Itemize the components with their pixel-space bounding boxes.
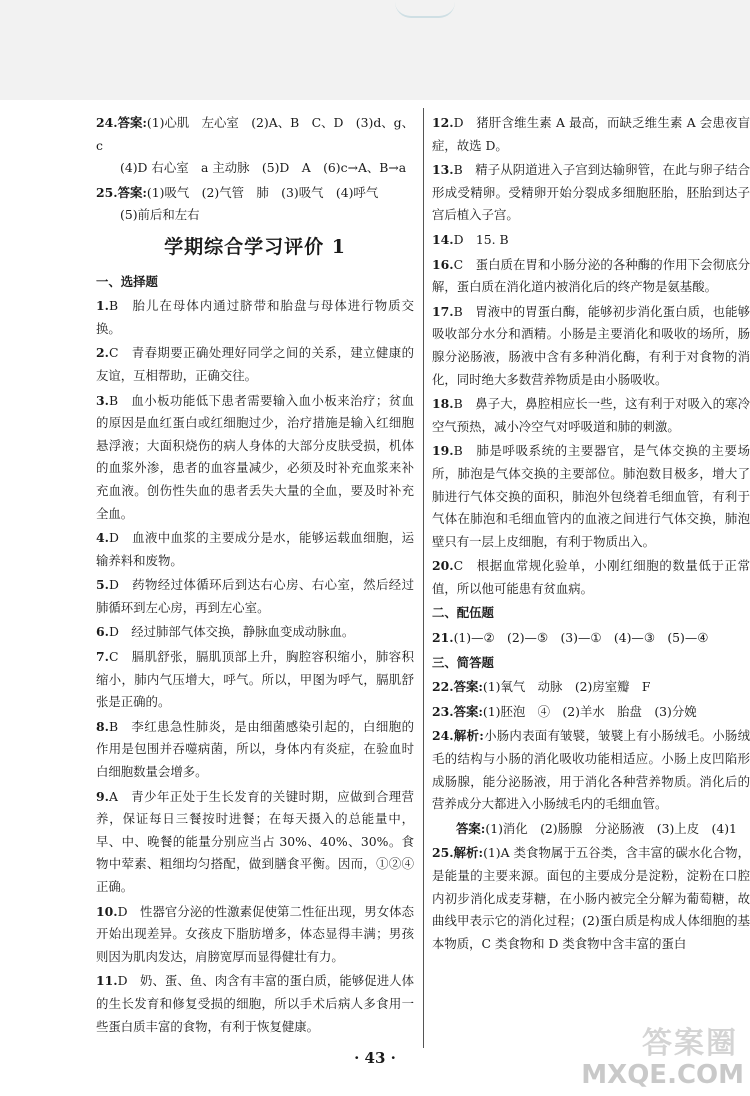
item-number: 23. bbox=[432, 703, 454, 719]
answer-item bbox=[96, 901, 414, 969]
answer-item bbox=[96, 646, 414, 714]
item-number: 21. bbox=[432, 630, 454, 646]
answer-text-cont: (4)D 右心室 a 主动脉 (5)D A (6)c→A、B→a bbox=[120, 160, 407, 176]
answer-label: 答案: bbox=[453, 703, 483, 719]
answer-22 bbox=[432, 676, 750, 699]
answer-text: C 膈肌舒张，膈肌顶部上升，胸腔容积缩小，肺容积缩小，肺内气压增大，呼气。所以，甲图为呼气，膈肌舒张是正确的。 bbox=[96, 649, 414, 710]
item-number: 20. bbox=[432, 558, 454, 574]
item-number: 4. bbox=[96, 530, 109, 546]
answer-label: 答案: bbox=[453, 679, 483, 695]
answer-item bbox=[432, 393, 750, 438]
answer-text: C 青春期要正确处理好同学之间的关系，建立健康的友谊，互相帮助，正确交往。 bbox=[96, 345, 414, 383]
item-number: 7. bbox=[96, 649, 109, 665]
answer-item bbox=[96, 786, 414, 899]
section-heading-short: 三、简答题 bbox=[432, 654, 494, 670]
item-number: 25. bbox=[432, 845, 454, 861]
answer-item bbox=[96, 342, 414, 387]
watermark-logo: 答案圈 bbox=[642, 1026, 738, 1061]
answer-24-short bbox=[432, 818, 750, 841]
answer-label: 答案: bbox=[117, 115, 147, 130]
answer-item bbox=[432, 301, 750, 391]
item-number: 22. bbox=[432, 679, 454, 695]
item-number: 24. bbox=[432, 728, 454, 744]
answer-text: D 奶、蛋、鱼、肉含有丰富的蛋白质，能够促进人体的生长发育和修复受损的细胞，所以手术后病人多食用一些蛋白质丰富的食物，有利于恢复健康。 bbox=[96, 973, 414, 1034]
item-number: 24. bbox=[96, 115, 118, 130]
answer-item bbox=[432, 229, 750, 252]
item-number: 9. bbox=[96, 788, 109, 804]
answer-item bbox=[432, 440, 750, 553]
item-number: 12. bbox=[432, 115, 454, 130]
analysis-label: 解析: bbox=[453, 845, 484, 861]
watermark-url: MXQE.COM bbox=[581, 1060, 744, 1090]
answer-text: B 肺是呼吸系统的主要器官，是气体交换的主要场所，肺泡是气体交换的主要部位。肺泡数目极多，增大了肺进行气体交换的面积，肺泡外包绕着毛细血管，有利于气体在肺泡和毛细血管内的血液之间进行气体交换，肺泡壁只有一层上皮细胞，有利于物质出入。 bbox=[432, 443, 750, 549]
answer-item bbox=[96, 527, 414, 572]
answer-text: (1)胚泡 ④ (2)羊水 胎盘 (3)分娩 bbox=[482, 703, 697, 719]
answer-item bbox=[432, 112, 750, 157]
answer-text-cont: (5)前后和左右 bbox=[120, 207, 200, 223]
item-number: 13. bbox=[432, 162, 454, 178]
analysis-text: 小肠内表面有皱襞，皱襞上有小肠绒毛。小肠绒毛的结构与小肠的消化吸收功能相适应。小肠上皮凹陷形成肠腺，能分泌肠液，用于消化各种营养物质。消化后的营养成分大都进入小肠绒毛内的毛细血管。 bbox=[432, 728, 750, 812]
scan-mark bbox=[395, 2, 455, 18]
answer-text: B 李红患急性肺炎，是由细菌感染引起的，白细胞的作用是包围并吞噬病菌，所以，身体内有炎症，在验血时白细胞数量会增多。 bbox=[96, 718, 414, 780]
item-number: 1. bbox=[96, 298, 109, 314]
section-title: 学期综合学习评价 1 bbox=[164, 235, 346, 258]
answer-text: B 胎儿在母体内通过脐带和胎盘与母体进行物质交换。 bbox=[96, 298, 414, 336]
answer-text: D 药物经过体循环后到达右心房、右心室，然后经过肺循环到左心房，再到左心室。 bbox=[96, 577, 414, 615]
answer-text: C 蛋白质在胃和小肠分泌的各种酶的作用下会彻底分解，蛋白质在消化道内被消化后的终产物是氨基酸。 bbox=[432, 256, 750, 295]
answer-24 bbox=[96, 112, 414, 180]
answer-text: B 精子从阴道进入子宫到达输卵管，在此与卵子结合形成受精卵。受精卵开始分裂成多细胞胚胎，胚胎到达子宫后植入子宫。 bbox=[432, 162, 750, 223]
item-number: 14. bbox=[432, 231, 454, 247]
right-column bbox=[432, 112, 750, 957]
answer-text: C 根据血常规化验单，小刚红细胞的数量低于正常值，所以他可能患有贫血病。 bbox=[432, 558, 750, 596]
item-number: 8. bbox=[96, 718, 109, 734]
item-number: 11. bbox=[96, 973, 118, 989]
left-column bbox=[96, 112, 414, 1040]
answer-text: (1)吸气 (2)气管 肺 (3)吸气 (4)呼气 bbox=[146, 184, 379, 200]
answer-item bbox=[96, 390, 414, 526]
analysis-label: 解析: bbox=[453, 728, 484, 744]
section-heading-matching: 二、配伍题 bbox=[432, 605, 494, 621]
item-number: 6. bbox=[96, 624, 109, 640]
item-number: 16. bbox=[432, 256, 454, 272]
item-number: 5. bbox=[96, 577, 109, 593]
section-heading-choice: 一、选择题 bbox=[96, 273, 158, 289]
answer-item bbox=[96, 970, 414, 1038]
header-band bbox=[0, 0, 750, 100]
item-number: 25. bbox=[96, 184, 118, 200]
answer-text: (1)心肌 左心室 (2)A、B C、D (3)d、g、c bbox=[96, 115, 414, 153]
answer-21 bbox=[432, 627, 750, 650]
answer-text: B 鼻子大，鼻腔相应长一些，这有利于对吸入的寒冷空气预热，减小冷空气对呼吸道和肺的刺激。 bbox=[432, 396, 750, 434]
item-number: 18. bbox=[432, 396, 454, 412]
answer-item bbox=[432, 254, 750, 299]
answer-text: D 15. B bbox=[453, 231, 509, 247]
analysis-text: (1)A 类食物属于五谷类，含丰富的碳水化合物，是能量的主要来源。面包的主要成分是淀粉，淀粉在口腔内初步消化成麦芽糖，在小肠内被完全分解为葡萄糖，故曲线甲表示它的消化过程；(2)蛋白质是构成人体细胞的基本物质，C 类食物和 D 类食物中含丰富的蛋白 bbox=[432, 845, 750, 951]
answer-text: D 性器官分泌的性激素促使第二性征出现，男女体态开始出现差异。女孩皮下脂肪增多，体态显得丰满；男孩则因为肌肉发达，肩膀宽厚而显得健壮有力。 bbox=[96, 903, 414, 964]
item-number: 17. bbox=[432, 303, 454, 319]
answer-item bbox=[96, 621, 414, 644]
item-number: 19. bbox=[432, 443, 454, 459]
item-number: 10. bbox=[96, 903, 118, 919]
answer-text: B 胃液中的胃蛋白酶，能够初步消化蛋白质，也能够吸收部分水分和酒精。小肠是主要消化和吸收的场所，肠腺分泌肠液，肠液中含有多种消化酶，有利于对食物的消化，同时绝大多数营养物质是由小肠吸收。 bbox=[432, 303, 750, 387]
answer-text: D 血液中血浆的主要成分是水，能够运载血细胞，运输养料和废物。 bbox=[96, 530, 414, 568]
analysis-24 bbox=[432, 725, 750, 815]
analysis-25 bbox=[432, 842, 750, 955]
answer-item bbox=[96, 295, 414, 340]
answer-text: D 经过肺部气体交换，静脉血变成动脉血。 bbox=[108, 624, 355, 640]
answer-text: A 青少年正处于生长发育的关键时期，应做到合理营养，保证每日三餐按时进餐；在每天摄入的总能量中，早、中、晚餐的能量分别应当占 30%、40%、30%。食物中荤素、粗细均匀搭配，做到膳食平衡。因而，①②④正确。 bbox=[96, 788, 414, 894]
answer-text: D 猪肝含维生素 A 最高，而缺乏维生素 A 会患夜盲症，故选 D。 bbox=[432, 115, 750, 153]
item-number: 3. bbox=[96, 392, 109, 408]
answer-text: (1)消化 (2)肠腺 分泌肠液 (3)上皮 (4)1 bbox=[485, 820, 737, 836]
answer-text: B 血小板功能低下患者需要输入血小板来治疗；贫血的原因是血红蛋白或红细胞过少，治疗措施是输入红细胞悬浮液；大面积烧伤的病人身体的大部分皮肤受损，机体的血浆外渗，患者的血容量减少，必须及时补充血浆来补充血液。创伤性失血的患者丢失大量的全血，要及时补充全血。 bbox=[96, 392, 414, 521]
choice-answers-list bbox=[96, 295, 414, 1038]
answer-text: (1)氧气 动脉 (2)房室瓣 F bbox=[482, 679, 651, 695]
item-number: 2. bbox=[96, 345, 109, 361]
answer-item bbox=[96, 574, 414, 619]
page-number: · 43 · bbox=[354, 1049, 396, 1067]
answer-text: (1)—② (2)—⑤ (3)—① (4)—③ (5)—④ bbox=[453, 630, 709, 646]
answer-23 bbox=[432, 701, 750, 724]
answer-item bbox=[432, 159, 750, 227]
answer-label: 答案: bbox=[117, 184, 147, 200]
answer-label: 答案: bbox=[456, 820, 486, 836]
column-divider bbox=[423, 108, 424, 1048]
answer-item bbox=[432, 555, 750, 600]
choice-answers-list-cont bbox=[432, 112, 750, 600]
answer-item bbox=[96, 716, 414, 784]
answer-25 bbox=[96, 182, 414, 227]
